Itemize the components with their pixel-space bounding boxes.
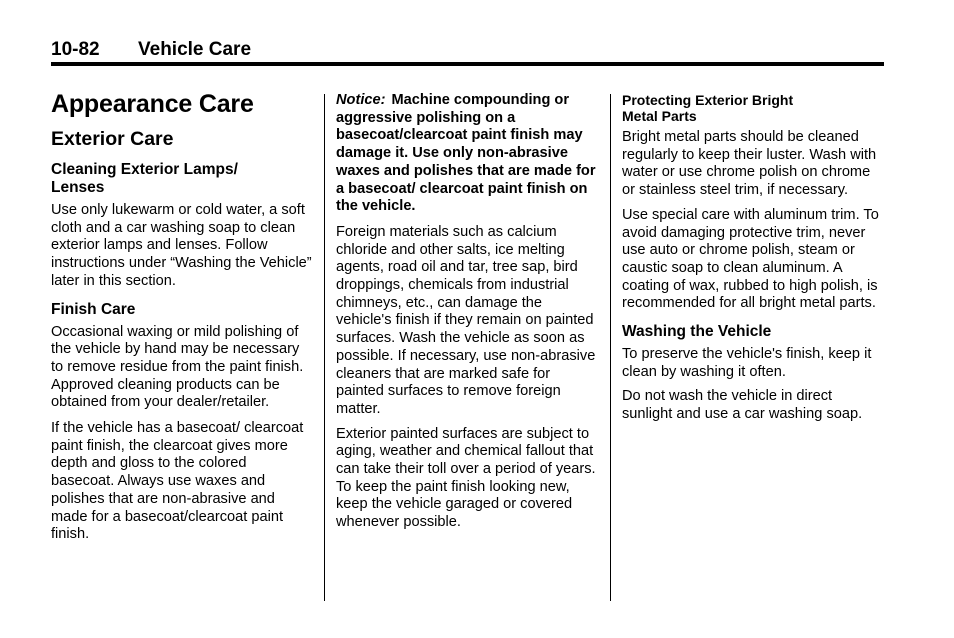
bright-metal-paragraph-1: Bright metal parts should be cleaned regularly to keep their luster. Wash with water or use chrome polish on chrome or stainless steel trim, if necessary.: [622, 129, 877, 199]
lamps-paragraph: Use only lukewarm or cold water, a soft cloth and a car washing soap to clean exterior lamps and lenses. Follow instructions under “Washing the Vehicle” later in this section.: [51, 202, 312, 289]
column-1: [51, 86, 313, 552]
finish-paragraph-1: Occasional waxing or mild polishing of the vehicle by hand may be necessary to remove residue from the paint finish. Approved cleaning products can be obtained from your dealer/retailer.: [51, 323, 304, 411]
bright-metal-paragraph-2: Use special care with aluminum trim. To avoid damaging protective trim, never use auto or chrome polish, steam or caustic soap to clean aluminum. A coating of wax, rubbed to high polish, is recommended for all bright metal parts.: [622, 206, 879, 312]
page-number: 10-82: [51, 39, 100, 60]
finish-paragraph-2: If the vehicle has a basecoat/ clearcoat paint finish, the clearcoat gives more depth and gloss to the colored basecoat. Always use waxes and polishes that are non-abrasive and made for a basecoat/clearcoat paint finish.: [51, 420, 304, 543]
page-title: Appearance Care: [51, 90, 254, 118]
washing-paragraph-2: Do not wash the vehicle in direct sunlight and use a car washing soap.: [622, 388, 863, 423]
bright-metal-heading: Protecting Exterior Bright Metal Parts: [622, 92, 794, 124]
lamps-heading: Cleaning Exterior Lamps/ Lenses: [51, 161, 238, 196]
washing-paragraph-1: To preserve the vehicle's finish, keep it clean by washing it often.: [622, 346, 872, 380]
notice-text: Machine compounding or aggressive polishing on a basecoat/clearcoat paint finish may damage it. Use only non-abrasive waxes and polishes that are made for a basecoat/ clearcoat paint finish on the vehicle.: [336, 92, 596, 215]
section-title: Vehicle Care: [138, 39, 252, 60]
column-divider: [610, 94, 611, 601]
page-header: [51, 38, 884, 64]
washing-heading: Washing the Vehicle: [622, 323, 772, 341]
notice-block: [336, 92, 598, 216]
column-2: [336, 86, 598, 539]
finish-heading: Finish Care: [51, 300, 136, 318]
column-divider: [324, 94, 325, 601]
exterior-surfaces-paragraph: Exterior painted surfaces are subject to aging, weather and chemical fallout that can take their toll over a period of years. To keep the paint finish looking new, keep the vehicle garaged or covered whenever possible.: [336, 425, 596, 531]
column-3: [622, 86, 884, 431]
subsection-title: Exterior Care: [51, 128, 174, 150]
foreign-materials-paragraph: Foreign materials such as calcium chloride and other salts, ice melting agents, road oil and tar, tree sap, bird droppings, chemicals from industrial chimneys, etc., can damage the vehicle's finish if they remain on painted surfaces. Wash the vehicle as soon as possible. If necessary, use non-abrasive cleaners that are marked safe for painted surfaces to remove foreign matter.: [336, 223, 596, 417]
header-rule: [51, 62, 884, 66]
notice-label: Notice:: [336, 92, 386, 108]
